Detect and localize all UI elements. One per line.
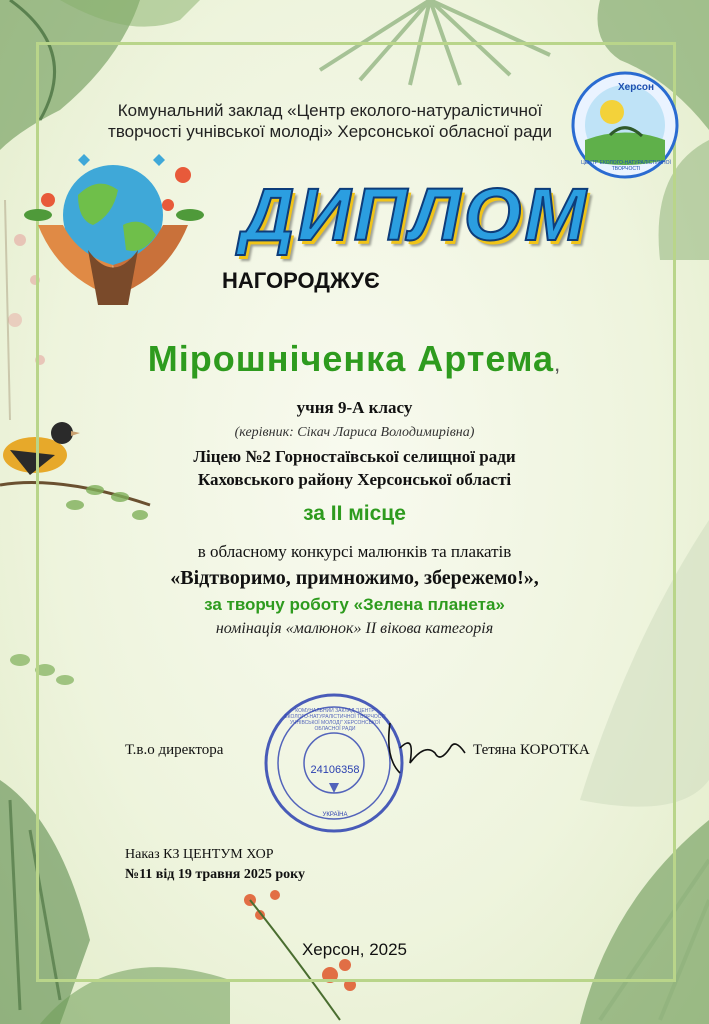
work-line: за творчу роботу «Зелена планета» bbox=[204, 595, 505, 614]
recipient-comma: , bbox=[554, 351, 562, 376]
institution-line1: Комунальний заклад «Центр еколого-натуралістичної bbox=[117, 101, 543, 120]
logo-city-label: Херсон bbox=[618, 82, 655, 93]
slogan-line: «Відтворимо, примножимо, збережемо!», bbox=[170, 567, 539, 589]
logo-ring-text: ЦЕНТР ЕКОЛОГО-НАТУРАЛІСТИЧНОЇ ТВОРЧОСТІ bbox=[581, 160, 671, 172]
nomination-line: номінація «малюнок» ІІ вікова категорія bbox=[215, 620, 494, 637]
stamp-code: 24106358 bbox=[310, 764, 360, 776]
order-line2: №11 від 19 травня 2025 року bbox=[125, 867, 306, 882]
stamp-country: УКРАЇНА bbox=[322, 812, 348, 818]
institution-line2: творчості учнівської молоді» Херсонської обласної ради bbox=[108, 122, 552, 141]
handwritten-signature bbox=[380, 718, 470, 778]
recipient-name bbox=[0, 338, 709, 380]
diploma-title: ДИПЛОМ bbox=[241, 173, 589, 256]
institution-name bbox=[80, 100, 580, 142]
director-label: Т.в.о директора bbox=[125, 742, 224, 758]
awards-label: НАГОРОДЖУЄ bbox=[222, 268, 380, 293]
contest-line: в обласному конкурсі малюнків та плакатів bbox=[197, 542, 512, 561]
stamp-ring-text: КОМУНАЛЬНИЙ ЗАКЛАД "ЦЕНТР ЕКОЛОГО-НАТУРАЛІСТИЧНОЇ ТВОРЧОСТІ УЧНІВСЬКОЇ МОЛОДІ" ХЕРСОНСЬКОЇ ОБЛАСНОЇ РАДИ bbox=[284, 708, 386, 732]
place-line: за ІІ місце bbox=[303, 502, 406, 525]
supervisor-line: (керівник: Сікач Лариса Володимирівна) bbox=[234, 425, 475, 440]
director-name: Тетяна КОРОТКА bbox=[473, 742, 590, 758]
student-line: учня 9-А класу bbox=[296, 398, 413, 417]
school-line1: Ліцею №2 Горностаївської селищної ради bbox=[193, 447, 516, 466]
city-year: Херсон, 2025 bbox=[301, 940, 408, 959]
order-line1: Наказ КЗ ЦЕНТУМ ХОР bbox=[125, 847, 274, 862]
school-line2: Каховського району Херсонської області bbox=[197, 470, 512, 489]
earth-in-hands-emblem bbox=[18, 145, 208, 315]
recipient-name-text: Мірошніченка Артема bbox=[147, 338, 555, 379]
